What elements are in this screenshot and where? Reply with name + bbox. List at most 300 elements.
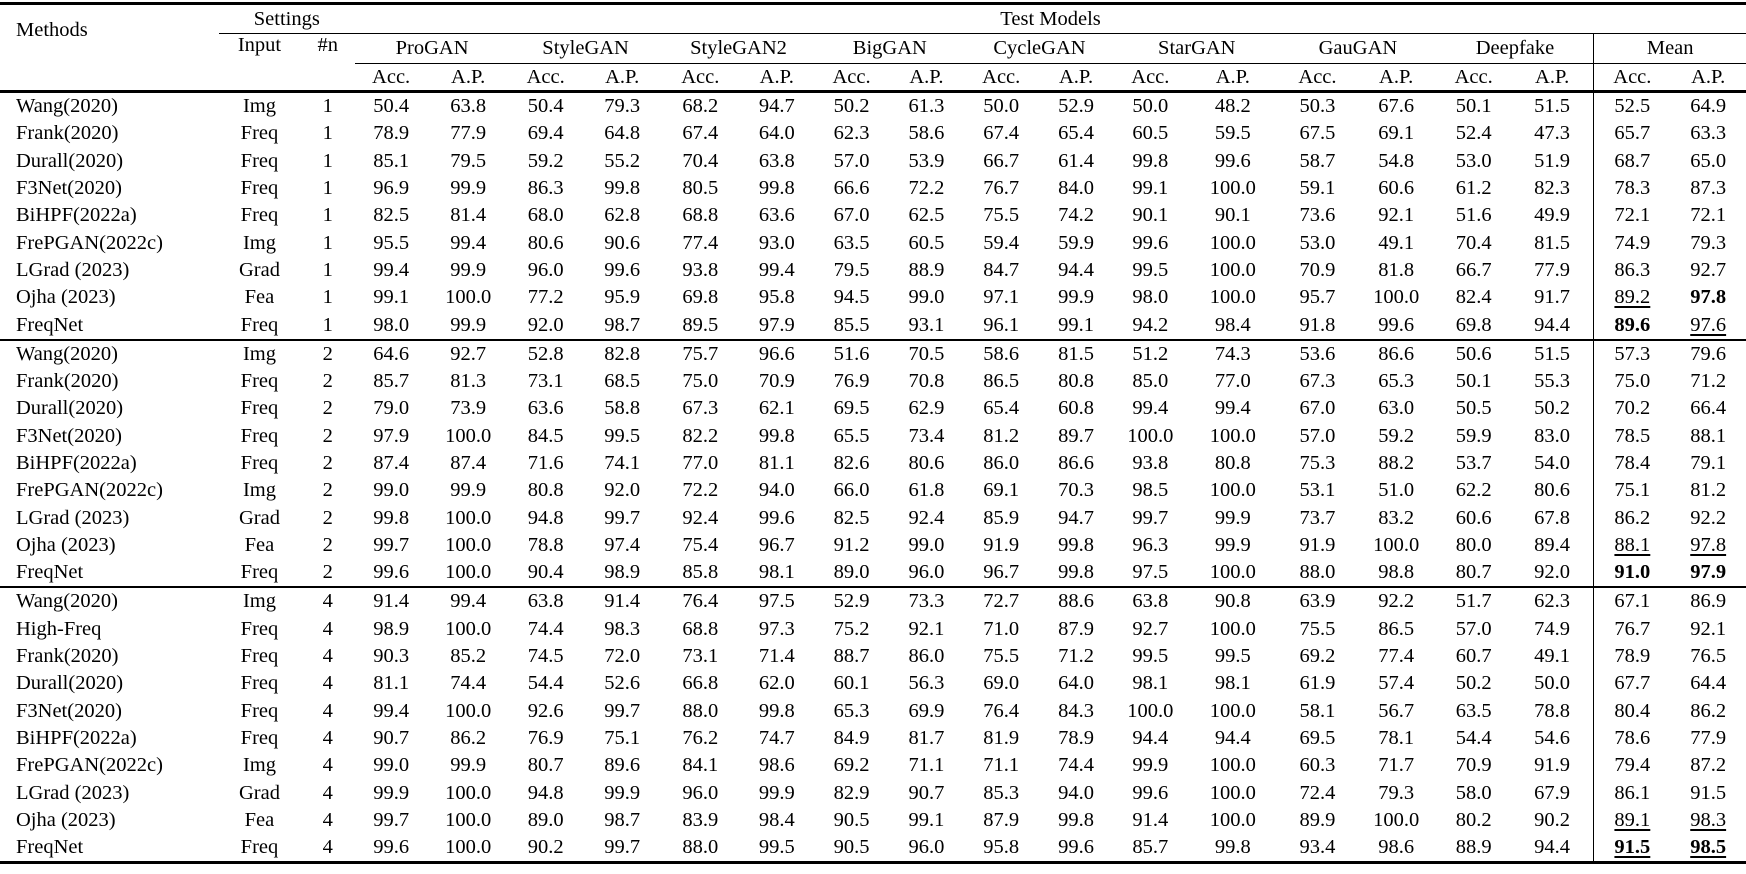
header-metric-ap: A.P. bbox=[1670, 64, 1746, 92]
cell-n: 1 bbox=[322, 177, 333, 200]
cell-input: Freq bbox=[240, 177, 279, 200]
cell-value: 99.7 bbox=[604, 699, 641, 722]
cell-input: Img bbox=[242, 754, 276, 777]
cell-value: 97.9 bbox=[758, 313, 795, 336]
table-row bbox=[0, 284, 1746, 311]
cell-value: 73.6 bbox=[1299, 204, 1336, 227]
cell-value: 75.7 bbox=[682, 342, 719, 365]
cell-value: 80.6 bbox=[908, 452, 945, 474]
cell-value: 61.4 bbox=[1058, 149, 1094, 172]
cell-method: FrePGAN(2022c) bbox=[16, 231, 163, 254]
cell-value: 58.8 bbox=[604, 397, 641, 420]
cell-value: 67.8 bbox=[1534, 506, 1571, 529]
cell-value: 92.2 bbox=[1378, 590, 1415, 613]
cell-value: 71.7 bbox=[1378, 754, 1415, 777]
cell-value: 73.1 bbox=[682, 645, 719, 668]
cell-mean-value: 74.9 bbox=[1594, 229, 1670, 256]
cell-value: 71.1 bbox=[908, 754, 945, 777]
cell-value: 84.5 bbox=[527, 424, 564, 447]
cell-value: 80.7 bbox=[527, 754, 564, 777]
cell-value: 95.8 bbox=[758, 286, 795, 309]
cell-value: 99.4 bbox=[1214, 397, 1251, 420]
cell-value: 69.2 bbox=[833, 754, 870, 777]
cell-value: 99.6 bbox=[758, 506, 795, 529]
cell-n: 2 bbox=[322, 397, 333, 420]
cell-mean-value: 78.4 bbox=[1594, 450, 1670, 477]
cell-value: 82.6 bbox=[833, 452, 870, 474]
cell-value: 100.0 bbox=[445, 506, 492, 529]
cell-value: 94.7 bbox=[758, 95, 795, 118]
cell-value: 94.4 bbox=[1058, 258, 1094, 281]
cell-value: 83.0 bbox=[1534, 424, 1571, 447]
cell-value: 49.1 bbox=[1534, 645, 1571, 668]
cell-value: 59.4 bbox=[983, 231, 1020, 254]
cell-value: 88.9 bbox=[1455, 836, 1492, 859]
header-model-stylegan: StyleGAN bbox=[509, 34, 662, 64]
cell-value: 98.0 bbox=[373, 313, 410, 336]
cell-value: 59.2 bbox=[1378, 424, 1415, 447]
cell-value: 52.8 bbox=[527, 342, 564, 365]
cell-value: 89.4 bbox=[1534, 533, 1571, 556]
cell-input: Freq bbox=[240, 561, 279, 584]
cell-value: 70.4 bbox=[1455, 231, 1492, 254]
cell-value: 79.3 bbox=[1378, 781, 1415, 804]
cell-value: 73.4 bbox=[908, 424, 945, 447]
cell-value: 88.0 bbox=[682, 836, 719, 859]
cell-value: 76.4 bbox=[682, 590, 719, 613]
cell-value: 99.6 bbox=[373, 836, 410, 859]
cell-value: 67.0 bbox=[833, 204, 870, 227]
cell-value: 90.7 bbox=[373, 726, 410, 749]
cell-value: 99.8 bbox=[1058, 533, 1094, 556]
cell-value: 91.2 bbox=[833, 533, 870, 556]
cell-value: 54.6 bbox=[1534, 726, 1571, 749]
table-row bbox=[0, 311, 1746, 339]
cell-input: Img bbox=[242, 479, 276, 502]
cell-value: 99.5 bbox=[758, 836, 795, 859]
cell-value: 94.7 bbox=[1058, 506, 1094, 529]
cell-mean-value: 98.3 bbox=[1690, 808, 1727, 831]
cell-n: 2 bbox=[322, 533, 333, 556]
cell-value: 66.7 bbox=[983, 149, 1020, 172]
cell-value: 98.1 bbox=[1214, 672, 1251, 695]
cell-value: 52.9 bbox=[833, 590, 870, 613]
cell-value: 92.0 bbox=[1534, 561, 1571, 584]
cell-value: 68.5 bbox=[604, 370, 641, 393]
cell-value: 94.4 bbox=[1534, 313, 1571, 336]
cell-value: 99.9 bbox=[450, 479, 487, 502]
cell-value: 100.0 bbox=[445, 699, 492, 722]
cell-value: 89.7 bbox=[1058, 424, 1094, 447]
header-model-biggan: BigGAN bbox=[815, 34, 965, 64]
cell-value: 93.8 bbox=[682, 258, 719, 281]
cell-value: 92.6 bbox=[527, 699, 564, 722]
table-row bbox=[0, 616, 1746, 643]
cell-value: 99.1 bbox=[1058, 313, 1094, 336]
cell-value: 80.0 bbox=[1455, 533, 1492, 556]
header-metric-ap: A.P. bbox=[739, 64, 815, 92]
cell-value: 50.0 bbox=[1534, 672, 1571, 695]
cell-value: 50.2 bbox=[1534, 397, 1571, 420]
cell-method: Frank(2020) bbox=[16, 122, 119, 145]
cell-value: 81.9 bbox=[983, 726, 1020, 749]
cell-mean-value: 72.1 bbox=[1690, 204, 1727, 227]
table-row bbox=[0, 229, 1746, 256]
cell-value: 91.4 bbox=[604, 590, 641, 613]
cell-value: 82.8 bbox=[604, 342, 641, 365]
cell-input: Freq bbox=[240, 122, 279, 145]
cell-value: 98.9 bbox=[373, 617, 410, 640]
cell-input: Img bbox=[242, 590, 276, 613]
cell-value: 63.8 bbox=[527, 590, 564, 613]
cell-value: 64.8 bbox=[604, 122, 641, 145]
cell-method: FrePGAN(2022c) bbox=[16, 479, 163, 502]
cell-value: 67.3 bbox=[1299, 370, 1336, 393]
cell-value: 77.9 bbox=[450, 122, 487, 145]
table-row bbox=[0, 504, 1746, 531]
table-row bbox=[0, 340, 1746, 368]
cell-value: 63.6 bbox=[527, 397, 564, 420]
cell-value: 89.6 bbox=[604, 754, 641, 777]
cell-value: 87.4 bbox=[373, 452, 410, 474]
cell-value: 58.0 bbox=[1455, 781, 1492, 804]
table-row bbox=[0, 92, 1746, 121]
cell-method: BiHPF(2022a) bbox=[16, 452, 137, 474]
cell-value: 50.0 bbox=[1132, 95, 1169, 118]
cell-value: 53.1 bbox=[1299, 479, 1336, 502]
cell-value: 96.0 bbox=[682, 781, 719, 804]
cell-value: 84.0 bbox=[1058, 177, 1094, 200]
cell-value: 80.5 bbox=[682, 177, 719, 200]
cell-method: FreqNet bbox=[16, 313, 84, 336]
cell-value: 92.0 bbox=[527, 313, 564, 336]
cell-value: 60.1 bbox=[833, 672, 870, 695]
header-input: Input bbox=[219, 34, 301, 92]
cell-value: 63.8 bbox=[758, 149, 795, 172]
header-metric-ap: A.P. bbox=[1511, 64, 1594, 92]
cell-mean-value: 77.9 bbox=[1690, 726, 1727, 749]
cell-value: 76.2 bbox=[682, 726, 719, 749]
cell-value: 88.9 bbox=[908, 258, 945, 281]
cell-value: 99.6 bbox=[1132, 231, 1169, 254]
cell-value: 68.8 bbox=[682, 617, 719, 640]
cell-value: 79.5 bbox=[833, 258, 870, 281]
cell-value: 62.1 bbox=[758, 397, 795, 420]
cell-value: 65.4 bbox=[983, 397, 1020, 420]
cell-value: 59.5 bbox=[1214, 122, 1251, 145]
cell-value: 57.0 bbox=[1455, 617, 1492, 640]
cell-value: 100.0 bbox=[1373, 286, 1420, 309]
cell-value: 65.4 bbox=[1058, 122, 1094, 145]
cell-value: 86.6 bbox=[1058, 452, 1094, 474]
cell-value: 99.8 bbox=[1132, 149, 1169, 172]
cell-value: 98.6 bbox=[758, 754, 795, 777]
cell-value: 72.2 bbox=[908, 177, 945, 200]
cell-value: 74.5 bbox=[527, 645, 564, 668]
cell-value: 76.9 bbox=[833, 370, 870, 393]
table-row bbox=[0, 202, 1746, 229]
cell-mean-value: 78.6 bbox=[1594, 725, 1670, 752]
cell-value: 100.0 bbox=[445, 836, 492, 859]
cell-value: 82.3 bbox=[1534, 177, 1571, 200]
cell-value: 73.1 bbox=[527, 370, 564, 393]
cell-value: 99.0 bbox=[908, 286, 945, 309]
cell-value: 85.7 bbox=[373, 370, 410, 393]
cell-value: 89.5 bbox=[682, 313, 719, 336]
cell-value: 80.2 bbox=[1455, 808, 1492, 831]
cell-mean-value: 79.6 bbox=[1690, 342, 1727, 365]
cell-value: 96.0 bbox=[908, 836, 945, 859]
cell-value: 63.0 bbox=[1378, 397, 1415, 420]
cell-value: 99.6 bbox=[604, 258, 641, 281]
cell-value: 77.9 bbox=[1534, 258, 1571, 281]
cell-value: 99.5 bbox=[1132, 258, 1169, 281]
cell-value: 94.0 bbox=[758, 479, 795, 502]
cell-mean-value: 91.5 bbox=[1594, 834, 1670, 863]
cell-value: 60.5 bbox=[908, 231, 945, 254]
cell-n: 2 bbox=[322, 424, 333, 447]
cell-mean-value: 65.0 bbox=[1690, 149, 1727, 172]
cell-value: 71.2 bbox=[1058, 645, 1094, 668]
cell-value: 59.9 bbox=[1058, 231, 1094, 254]
cell-value: 82.5 bbox=[373, 204, 410, 227]
table-row bbox=[0, 368, 1746, 395]
header-metric-ap: A.P. bbox=[888, 64, 964, 92]
cell-value: 54.4 bbox=[527, 672, 564, 695]
cell-value: 88.7 bbox=[833, 645, 870, 668]
cell-value: 92.4 bbox=[682, 506, 719, 529]
cell-value: 80.6 bbox=[527, 231, 564, 254]
cell-value: 69.1 bbox=[1378, 122, 1415, 145]
cell-value: 98.1 bbox=[1132, 672, 1169, 695]
cell-value: 61.9 bbox=[1299, 672, 1336, 695]
cell-value: 99.1 bbox=[1132, 177, 1169, 200]
cell-value: 64.0 bbox=[1058, 672, 1094, 695]
cell-value: 88.2 bbox=[1378, 452, 1415, 474]
table-row bbox=[0, 725, 1746, 752]
cell-value: 79.3 bbox=[604, 95, 641, 118]
cell-method: Wang(2020) bbox=[16, 95, 118, 118]
cell-value: 74.4 bbox=[527, 617, 564, 640]
cell-value: 75.5 bbox=[1299, 617, 1336, 640]
cell-value: 82.9 bbox=[833, 781, 870, 804]
cell-value: 65.3 bbox=[1378, 370, 1415, 393]
cell-value: 82.2 bbox=[682, 424, 719, 447]
cell-method: Durall(2020) bbox=[16, 672, 124, 695]
cell-value: 87.4 bbox=[450, 452, 487, 474]
cell-value: 62.3 bbox=[833, 122, 870, 145]
cell-n: 4 bbox=[322, 699, 333, 722]
cell-mean-value: 86.1 bbox=[1594, 779, 1670, 806]
cell-value: 69.8 bbox=[682, 286, 719, 309]
cell-value: 92.0 bbox=[604, 479, 641, 502]
cell-mean-value: 86.2 bbox=[1594, 504, 1670, 531]
header-n: #n bbox=[300, 34, 355, 92]
cell-value: 100.0 bbox=[1209, 231, 1256, 254]
cell-value: 80.8 bbox=[1058, 370, 1094, 393]
cell-mean-value: 68.7 bbox=[1594, 148, 1670, 175]
cell-mean-value: 89.6 bbox=[1594, 311, 1670, 339]
cell-value: 49.9 bbox=[1534, 204, 1571, 227]
cell-value: 85.8 bbox=[682, 561, 719, 584]
cell-value: 100.0 bbox=[1209, 617, 1256, 640]
cell-value: 57.0 bbox=[1299, 424, 1336, 447]
cell-value: 99.8 bbox=[604, 177, 641, 200]
cell-value: 75.5 bbox=[983, 204, 1020, 227]
cell-mean-value: 52.5 bbox=[1594, 92, 1670, 121]
cell-value: 99.9 bbox=[450, 754, 487, 777]
cell-value: 69.5 bbox=[833, 397, 870, 420]
cell-value: 94.8 bbox=[527, 781, 564, 804]
cell-value: 76.7 bbox=[983, 177, 1020, 200]
cell-value: 100.0 bbox=[1209, 754, 1256, 777]
cell-value: 91.9 bbox=[1534, 754, 1571, 777]
cell-value: 83.2 bbox=[1378, 506, 1415, 529]
header-metric-acc: Acc. bbox=[509, 64, 582, 92]
cell-mean-value: 70.2 bbox=[1594, 395, 1670, 422]
cell-value: 62.9 bbox=[908, 397, 945, 420]
cell-value: 99.1 bbox=[373, 286, 410, 309]
cell-value: 99.5 bbox=[1132, 645, 1169, 668]
cell-mean-value: 79.1 bbox=[1690, 452, 1727, 474]
cell-value: 77.4 bbox=[682, 231, 719, 254]
cell-method: FreqNet bbox=[16, 561, 84, 584]
cell-value: 74.3 bbox=[1214, 342, 1251, 365]
cell-value: 92.4 bbox=[908, 506, 945, 529]
cell-value: 81.2 bbox=[983, 424, 1020, 447]
cell-method: Frank(2020) bbox=[16, 645, 119, 668]
header-model-deepfake: Deepfake bbox=[1437, 34, 1594, 64]
cell-mean-value: 67.1 bbox=[1594, 587, 1670, 615]
cell-mean-value: 79.3 bbox=[1690, 231, 1727, 254]
cell-mean-value: 63.3 bbox=[1690, 122, 1727, 145]
cell-value: 69.8 bbox=[1455, 313, 1492, 336]
cell-value: 99.9 bbox=[373, 781, 410, 804]
cell-value: 81.1 bbox=[373, 672, 410, 695]
header-metric-ap: A.P. bbox=[582, 64, 662, 92]
cell-value: 100.0 bbox=[1209, 561, 1256, 584]
cell-value: 86.5 bbox=[1378, 617, 1415, 640]
cell-value: 89.9 bbox=[1299, 808, 1336, 831]
cell-n: 1 bbox=[322, 258, 333, 281]
cell-value: 100.0 bbox=[1209, 286, 1256, 309]
cell-value: 88.0 bbox=[682, 699, 719, 722]
cell-value: 58.6 bbox=[983, 342, 1020, 365]
cell-mean-value: 87.2 bbox=[1690, 754, 1727, 777]
cell-value: 95.5 bbox=[373, 231, 410, 254]
header-model-stylegan2: StyleGAN2 bbox=[662, 34, 815, 64]
cell-value: 99.9 bbox=[604, 781, 641, 804]
cell-value: 52.4 bbox=[1455, 122, 1492, 145]
cell-value: 94.8 bbox=[527, 506, 564, 529]
cell-value: 90.1 bbox=[1214, 204, 1251, 227]
cell-value: 99.0 bbox=[908, 533, 945, 556]
header-metric-ap: A.P. bbox=[1186, 64, 1279, 92]
table-row bbox=[0, 120, 1746, 147]
cell-value: 94.2 bbox=[1132, 313, 1169, 336]
cell-value: 69.2 bbox=[1299, 645, 1336, 668]
cell-value: 99.7 bbox=[604, 836, 641, 859]
table-row bbox=[0, 807, 1746, 834]
cell-value: 84.1 bbox=[682, 754, 719, 777]
cell-value: 75.0 bbox=[682, 370, 719, 393]
cell-mean-value: 86.2 bbox=[1690, 699, 1727, 722]
cell-value: 76.4 bbox=[983, 699, 1020, 722]
cell-value: 50.4 bbox=[373, 95, 410, 118]
cell-value: 92.1 bbox=[1378, 204, 1415, 227]
cell-value: 100.0 bbox=[445, 781, 492, 804]
cell-value: 85.9 bbox=[983, 506, 1020, 529]
cell-n: 2 bbox=[322, 452, 333, 474]
cell-value: 96.9 bbox=[373, 177, 410, 200]
cell-value: 53.7 bbox=[1455, 452, 1492, 474]
cell-value: 99.6 bbox=[1214, 149, 1251, 172]
cell-input: Freq bbox=[240, 397, 279, 420]
cell-n: 2 bbox=[322, 561, 333, 584]
cell-value: 89.0 bbox=[527, 808, 564, 831]
cell-mean-value: 88.1 bbox=[1594, 532, 1670, 559]
table-row bbox=[0, 779, 1746, 806]
cell-input: Grad bbox=[238, 781, 280, 804]
cell-input: Img bbox=[242, 95, 276, 118]
cell-mean-value: 92.7 bbox=[1690, 258, 1727, 281]
cell-value: 97.4 bbox=[604, 533, 641, 556]
table-row bbox=[0, 395, 1746, 422]
cell-value: 50.3 bbox=[1299, 95, 1336, 118]
cell-value: 51.0 bbox=[1378, 479, 1415, 502]
cell-value: 60.8 bbox=[1058, 397, 1094, 420]
table-row bbox=[0, 643, 1746, 670]
cell-n: 4 bbox=[322, 617, 333, 640]
cell-value: 90.8 bbox=[1214, 590, 1251, 613]
cell-value: 65.3 bbox=[833, 699, 870, 722]
cell-value: 51.6 bbox=[833, 342, 870, 365]
cell-value: 68.0 bbox=[527, 204, 564, 227]
cell-value: 99.6 bbox=[1132, 781, 1169, 804]
cell-value: 100.0 bbox=[445, 424, 492, 447]
cell-mean-value: 97.8 bbox=[1690, 286, 1727, 309]
cell-value: 81.5 bbox=[1534, 231, 1571, 254]
cell-mean-value: 64.4 bbox=[1690, 672, 1727, 695]
table-row bbox=[0, 559, 1746, 587]
cell-value: 72.4 bbox=[1299, 781, 1336, 804]
cell-value: 55.3 bbox=[1534, 370, 1571, 393]
cell-mean-value: 66.4 bbox=[1690, 397, 1727, 420]
cell-value: 67.3 bbox=[682, 397, 719, 420]
table-row bbox=[0, 532, 1746, 559]
cell-value: 81.7 bbox=[908, 726, 945, 749]
cell-value: 88.0 bbox=[1299, 561, 1336, 584]
cell-n: 2 bbox=[322, 342, 333, 365]
cell-value: 75.1 bbox=[604, 726, 641, 749]
cell-value: 80.8 bbox=[1214, 452, 1251, 474]
cell-value: 97.5 bbox=[758, 590, 795, 613]
cell-value: 100.0 bbox=[1373, 808, 1420, 831]
cell-value: 58.1 bbox=[1299, 699, 1336, 722]
cell-value: 49.1 bbox=[1378, 231, 1415, 254]
cell-mean-value: 81.2 bbox=[1690, 479, 1727, 502]
cell-value: 82.4 bbox=[1455, 286, 1492, 309]
cell-value: 85.3 bbox=[983, 781, 1020, 804]
header-methods: Methods bbox=[0, 4, 219, 92]
cell-input: Img bbox=[242, 342, 276, 365]
cell-n: 2 bbox=[322, 370, 333, 393]
cell-input: Freq bbox=[240, 699, 279, 722]
cell-value: 71.4 bbox=[758, 645, 795, 668]
cell-value: 99.7 bbox=[373, 808, 410, 831]
cell-value: 99.0 bbox=[373, 754, 410, 777]
cell-value: 99.4 bbox=[758, 258, 795, 281]
